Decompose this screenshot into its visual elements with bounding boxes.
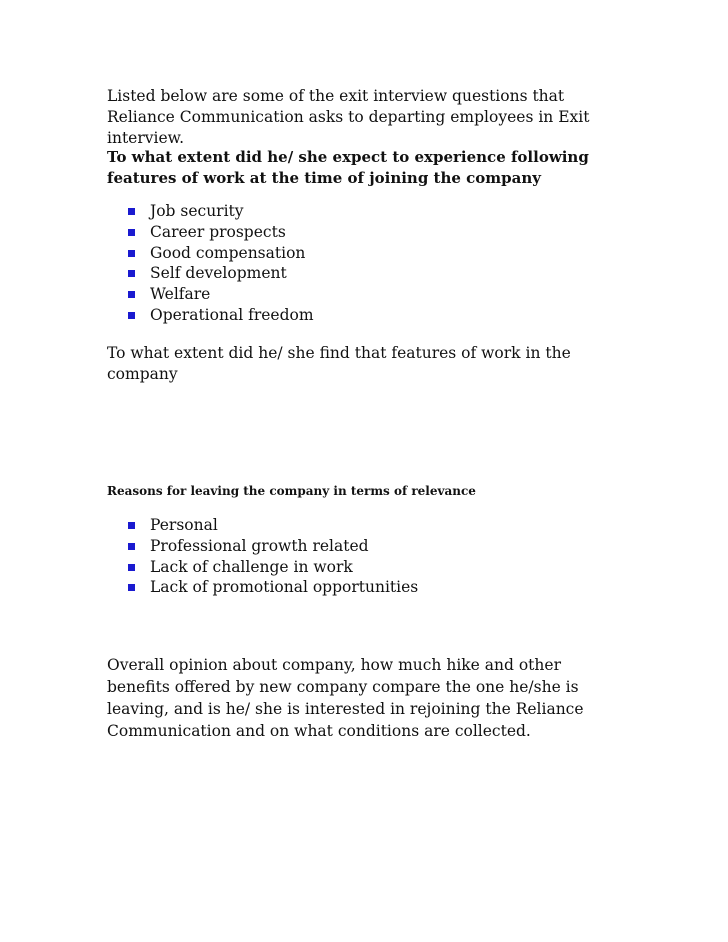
list-item xyxy=(128,263,314,284)
square-bullet-icon xyxy=(128,229,135,236)
intro-paragraph: Listed below are some of the exit interview questions that Reliance Communication asks to departing employees in Exit interview. xyxy=(107,87,590,147)
list-item-label: Operational freedom xyxy=(150,305,314,324)
square-bullet-icon xyxy=(128,291,135,298)
closing-paragraph: Overall opinion about company, how much hike and other benefits offered by new company compare the one he/she is leaving, and is he/ she is interested in rejoining the Reliance Communication and on what conditions are collected. xyxy=(107,656,584,740)
list-item-label: Career prospects xyxy=(150,222,286,241)
square-bullet-icon xyxy=(128,522,135,529)
expectation-question: To what extent did he/ she expect to experience following features of work at the time of joining the company xyxy=(107,148,589,187)
square-bullet-icon xyxy=(128,250,135,257)
list-item xyxy=(128,557,418,578)
square-bullet-icon xyxy=(128,584,135,591)
list-item xyxy=(128,536,418,557)
reasons-heading: Reasons for leaving the company in terms of relevance xyxy=(107,484,476,498)
list-item xyxy=(128,577,418,598)
list-item-label: Good compensation xyxy=(150,243,306,262)
list-item-label: Lack of challenge in work xyxy=(150,557,353,576)
list-item xyxy=(128,201,314,222)
square-bullet-icon xyxy=(128,312,135,319)
list-item-label: Job security xyxy=(150,202,244,220)
list-item-label: Welfare xyxy=(150,285,211,304)
list-item xyxy=(128,243,314,264)
square-bullet-icon xyxy=(128,564,135,571)
list-item xyxy=(128,305,314,326)
experience-question: To what extent did he/ she find that features of work in the company xyxy=(107,344,571,383)
list-item-label: Self development xyxy=(150,264,287,283)
square-bullet-icon xyxy=(128,208,135,215)
square-bullet-icon xyxy=(128,543,135,550)
list-item-label: Professional growth related xyxy=(150,536,369,555)
list-item xyxy=(128,222,314,243)
list-item xyxy=(128,284,314,305)
list-item-label: Personal xyxy=(150,516,218,534)
square-bullet-icon xyxy=(128,270,135,277)
reasons-list xyxy=(128,515,418,598)
features-list xyxy=(128,201,314,326)
list-item xyxy=(128,515,418,536)
list-item-label: Lack of promotional opportunities xyxy=(150,578,419,597)
